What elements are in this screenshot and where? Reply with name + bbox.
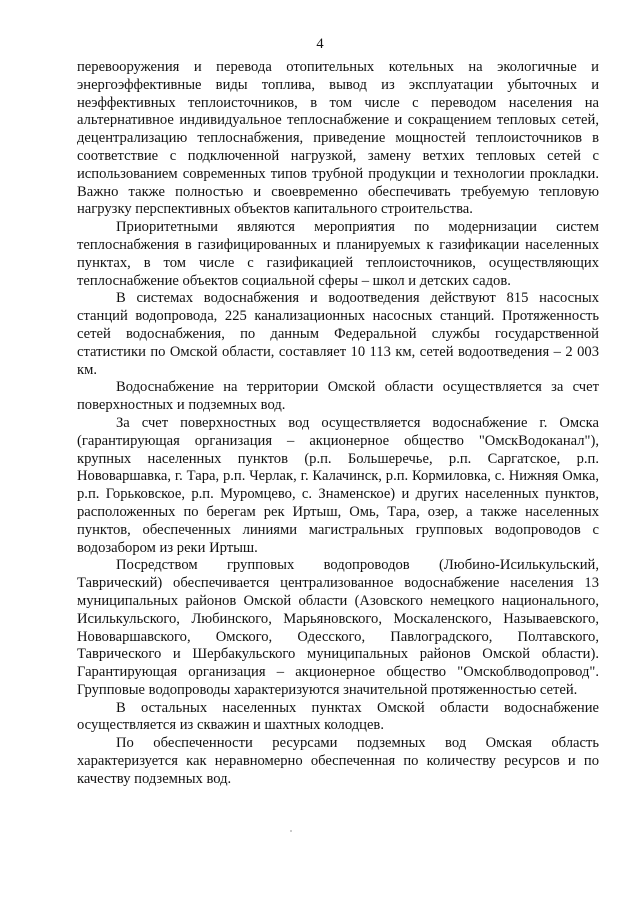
paragraph-groundwater: По обеспеченности ресурсами подземных вод Омская область характеризуется как неравномерно обеспеченная по количеству ресурсов и по качеству подземных вод. xyxy=(77,735,599,787)
paragraph-pumping-stations: В системах водоснабжения и водоотведения действуют 815 насосных станций водопровода, 225 канализационных насосных станций. Протяженность сетей водоснабжения, по данным Федеральной службы государственной статистики по Омской области, составляет 10 113 км, сетей водоотведения – 2 003 км. xyxy=(77,290,599,378)
paragraph-wells: В остальных населенных пунктах Омской области водоснабжение осуществляется из скважин и шахтных колодцев. xyxy=(77,699,599,734)
scan-speck xyxy=(290,830,292,832)
paragraph-priority-measures: Приоритетными являются мероприятия по модернизации систем теплоснабжения в газифицированных и планируемых к газификации населенных пунктах, в том числе с газификацией теплоисточников, осуществляющих теплоснабжение объектов социальной сферы – школ и детских садов. xyxy=(77,219,599,289)
paragraph-surface-water: За счет поверхностных вод осуществляется водоснабжение г. Омска (гарантирующая организация – акционерное общество "ОмскВодоканал"), крупных населенных пунктов (р.п. Большеречье, р.п. Саргатское, р.п. Нововаршавка, г. Тара, р.п. Черлак, г. Калачинск, р.п. Кормиловка, с. Нижняя Омка, р.п. Горьковское, р.п. Муромцево, с. Знаменское) и других населенных пунктов, расположенных по берегам рек Иртыш, Омь, Тара, озер, а также населенных пунктов, обеспеченных линиями магистральных групповых водопроводов с водозабором из реки Иртыш. xyxy=(77,414,599,556)
page-number: 4 xyxy=(316,36,324,52)
document-body xyxy=(77,59,599,789)
paragraph-water-sources: Водоснабжение на территории Омской области осуществляется за счет поверхностных и подземных вод. xyxy=(77,379,599,414)
paragraph-group-pipelines: Посредством групповых водопроводов (Любино-Исилькульский, Таврический) обеспечивается централизованное водоснабжение населения 13 муниципальных районов Омской области (Азовского немецкого национального, Исилькульского, Любинского, Марьяновского, Москаленского, Называевского, Нововаршавского, Омского, Одесского, Павлоградского, Полтавского, Таврического и Шербакульского муниципальных районов Омской области). Гарантирующая организация – акционерное общество "Омскоблводопровод". Групповые водопроводы характеризуются значительной протяженностью сетей. xyxy=(77,557,599,698)
paragraph-heat-modernization: перевооружения и перевода отопительных котельных на экологичные и энергоэффективные виды топлива, вывод из эксплуатации убыточных и неэффективных теплоисточников, в том числе с переводом населения на альтернативное индивидуальное теплоснабжение и сокращением тепловых сетей, децентрализацию теплоснабжения, приведение мощностей теплоисточников в соответствие с подключенной нагрузкой, замену ветхих тепловых сетей с использованием современных типов трубной продукции и технологии прокладки. Важно также полностью и своевременно обеспечивать требуемую тепловую нагрузку перспективных объектов капитального строительства. xyxy=(77,59,599,218)
